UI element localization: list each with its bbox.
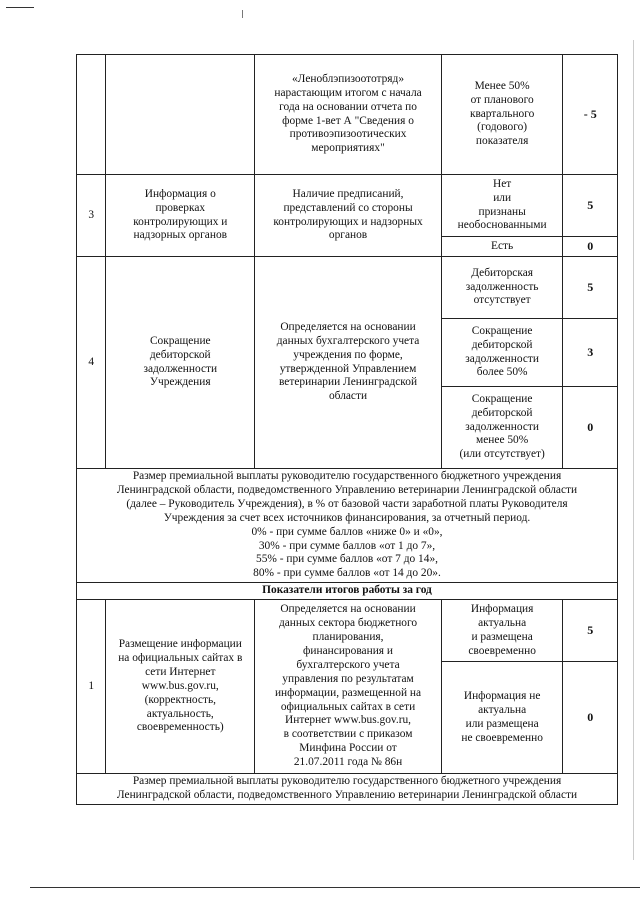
scan-mark-dot	[242, 10, 243, 18]
text-line: Сокращение	[471, 324, 533, 337]
criteria-table	[76, 54, 618, 805]
text-line: представлений со стороны	[283, 201, 413, 214]
footer-paragraph	[77, 774, 618, 805]
text-line: задолженности	[143, 362, 218, 375]
text-line: Размер премиальной выплаты руководителю государственного бюджетного учреждения	[132, 470, 562, 482]
text-line: официальных сайтах в сети	[280, 700, 416, 713]
text-line: в соответствии с приказом	[283, 728, 413, 741]
row-number-cell: 3	[77, 175, 106, 257]
text-line: 0% - при сумме баллов «ниже 0» и «0»,	[251, 525, 443, 538]
text-line: и размещена	[471, 630, 533, 643]
score-cell: 3	[563, 319, 618, 387]
text-line: своевременность)	[136, 721, 224, 734]
text-line: отсутствует	[473, 294, 531, 307]
indicator-description-cell	[255, 175, 442, 257]
text-line: или размещена	[465, 717, 539, 730]
bonus-paragraph	[77, 469, 618, 583]
table-row-1	[77, 600, 618, 662]
text-line: нарастающим итогом с начала	[274, 86, 422, 99]
text-line: «Леноблэпизоототряд»	[291, 72, 405, 85]
text-line: Учреждения	[149, 376, 211, 389]
text-line: 21.07.2011 года № 86н	[293, 756, 403, 769]
text-line: дебиторской	[471, 338, 533, 351]
text-line: информации, размещенной на	[274, 686, 422, 699]
score-cell: 5	[563, 257, 618, 319]
text-line: Минфина России от	[299, 742, 397, 755]
criterion-cell	[441, 387, 563, 469]
text-line: Менее 50%	[474, 79, 530, 92]
text-line: квартального	[469, 107, 535, 120]
bonus-row	[77, 469, 618, 583]
text-line: года на основании отчета по	[279, 100, 417, 113]
text-line: Ленинградской области, подведомственного Управлению ветеринарии Ленинградской области	[116, 483, 578, 496]
text-line: Сокращение	[471, 392, 533, 405]
score-cell: 5	[563, 175, 618, 237]
indicator-name-cell	[106, 55, 255, 175]
table-row-4	[77, 257, 618, 319]
text-line: Интернет www.bus.gov.ru,	[285, 714, 412, 727]
text-line: Нет	[493, 177, 512, 190]
criterion-cell	[441, 237, 563, 257]
indicator-name-cell	[106, 600, 255, 774]
text-line: данных бухгалтерского учета	[276, 334, 420, 347]
text-line: контролирующих и надзорных	[273, 215, 423, 228]
text-line: своевременно	[468, 644, 536, 657]
score-cell: 0	[563, 237, 618, 257]
text-line: Учреждения за счет всех источников финансирования, за отчетный период.	[163, 511, 531, 524]
text-line: контролирующих и	[133, 215, 228, 228]
text-line: учреждения по форме,	[293, 348, 403, 361]
indicator-name-cell	[106, 175, 255, 257]
text-line: надзорных органов	[133, 229, 228, 242]
text-line: (далее – Руководитель Учреждения), в % от базовой части заработной платы Руководителя	[126, 497, 568, 510]
score-cell: 0	[563, 662, 618, 774]
text-line: Определяется на основании	[280, 320, 416, 333]
text-line: актуальна	[478, 703, 527, 716]
table-row-continued	[77, 55, 618, 175]
indicator-description-cell	[255, 55, 442, 175]
text-line: ветеринарии Ленинградской	[278, 376, 418, 389]
text-line: бухгалтерского учета	[296, 658, 400, 671]
table-row-3	[77, 175, 618, 237]
text-line: дебиторской	[471, 406, 533, 419]
score-cell: 0	[563, 387, 618, 469]
text-line: органов	[328, 229, 368, 242]
text-line: 55% - при сумме баллов «от 7 до 14»,	[256, 553, 438, 566]
text-line: Есть	[491, 239, 514, 252]
text-line: мероприятиях"	[311, 142, 385, 155]
text-line: проверках	[155, 201, 206, 214]
text-line: Информация не	[463, 689, 541, 702]
text-line: управления по результатам	[282, 672, 414, 685]
text-line: от планового	[470, 93, 534, 106]
text-line: данных сектора бюджетного	[278, 617, 418, 630]
text-line: более 50%	[476, 366, 528, 379]
text-line: области	[328, 390, 368, 403]
score-cell: 5	[563, 600, 618, 662]
text-line: Наличие предписаний,	[292, 187, 404, 200]
score-cell: - 5	[563, 55, 618, 175]
indicator-description-cell	[255, 257, 442, 469]
text-line: на официальных сайтах в	[118, 651, 243, 664]
text-line: Информация	[470, 602, 534, 615]
text-line: форме 1-вет А "Сведения о	[282, 114, 414, 127]
criterion-cell	[441, 257, 563, 319]
criterion-cell	[441, 319, 563, 387]
text-line: менее 50%	[476, 434, 529, 447]
criterion-cell	[441, 55, 563, 175]
text-line: Размер премиальной выплаты руководителю государственного бюджетного учреждения	[132, 775, 562, 788]
text-line: (годового)	[477, 121, 528, 134]
text-line: планирования,	[312, 631, 384, 644]
text-line: (или отсутствует)	[459, 448, 545, 461]
text-line: утвержденной Управлением	[279, 362, 417, 375]
text-line: показателя	[475, 135, 529, 148]
text-line: 80% - при сумме баллов «от 14 до 20».	[253, 567, 441, 580]
row-number-cell: 1	[77, 600, 106, 774]
scan-mark-bottom	[30, 887, 640, 888]
text-line: актуальность,	[146, 707, 214, 720]
criterion-cell	[441, 662, 563, 774]
text-line: или	[493, 191, 512, 204]
section-title: Показатели итогов работы за год	[77, 583, 618, 600]
text-line: 30% - при сумме баллов «от 1 до 7»,	[258, 539, 436, 552]
text-line: необоснованными	[457, 219, 547, 232]
criterion-cell	[441, 600, 563, 662]
text-line: (корректность,	[144, 693, 216, 706]
text-line: задолженности	[465, 352, 539, 365]
text-line: противоэпизоотических	[289, 128, 407, 141]
text-line: Определяется на основании	[280, 603, 416, 616]
text-line: Размещение информации	[118, 637, 242, 650]
text-line: Информация о	[144, 187, 216, 200]
row-number-cell	[77, 55, 106, 175]
text-line: признаны	[478, 205, 526, 218]
section-title-row	[77, 583, 618, 600]
text-line: не своевременно	[461, 731, 543, 744]
footer-row	[77, 774, 618, 805]
row-number-cell: 4	[77, 257, 106, 469]
indicator-name-cell	[106, 257, 255, 469]
text-line: www.bus.gov.ru,	[141, 679, 219, 692]
text-line: финансирования и	[303, 644, 393, 657]
text-line: сети Интернет	[145, 665, 216, 678]
text-line: Дебиторская	[471, 266, 534, 279]
text-line: дебиторской	[149, 348, 211, 361]
text-line: задолженности	[465, 420, 539, 433]
text-line: актуальна	[478, 616, 527, 629]
text-line: Ленинградской области, подведомственного Управлению ветеринарии Ленинградской области	[116, 789, 578, 802]
scan-edge-right	[633, 40, 634, 860]
criterion-cell	[441, 175, 563, 237]
scan-mark-top	[6, 7, 34, 8]
text-line: задолженность	[465, 280, 539, 293]
text-line: Сокращение	[149, 334, 211, 347]
indicator-description-cell	[255, 600, 442, 774]
